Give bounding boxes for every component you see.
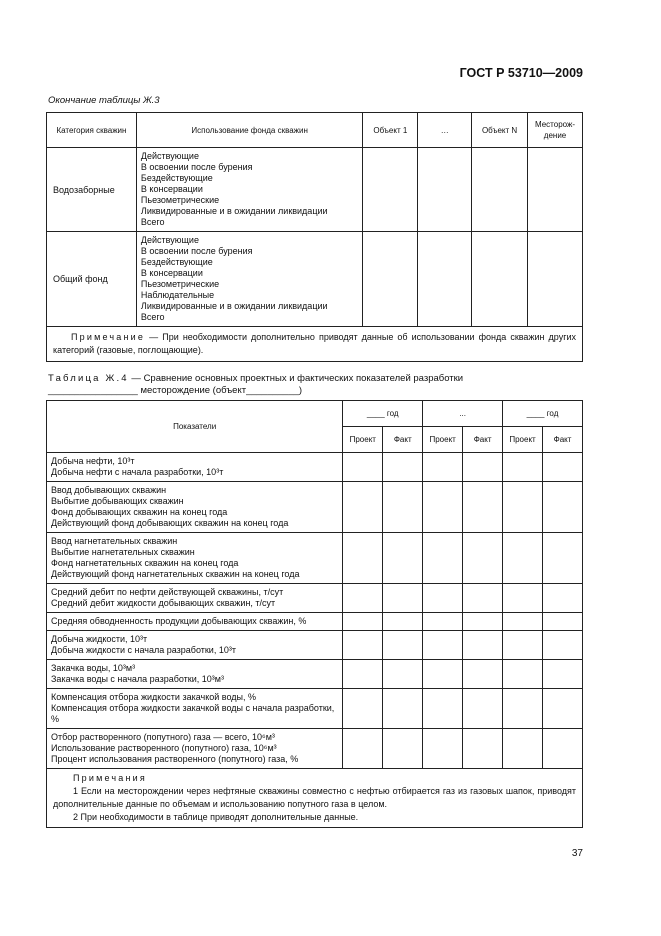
table4-row — [47, 729, 583, 769]
value-cell — [463, 660, 503, 689]
col-header-object-n: Объект N — [472, 113, 528, 148]
sub-header-fact: Факт — [543, 427, 583, 453]
value-cell — [503, 613, 543, 631]
well-category: Общий фонд — [47, 232, 137, 327]
indicator-cell — [47, 631, 343, 660]
table4-subtitle: _________________ месторождение (объект__________) — [48, 385, 303, 396]
value-cell — [383, 660, 423, 689]
indicator-cell — [47, 660, 343, 689]
indicator-line: Средний дебит жидкости добывающих скважин, т/сут — [51, 598, 276, 608]
value-cell — [463, 482, 503, 533]
col-header-field: Месторож-дение — [528, 113, 583, 148]
usage-item: Пьезометрические — [140, 279, 220, 289]
usage-item: Всего — [140, 217, 165, 227]
table4-row — [47, 689, 583, 729]
indicator-cell — [47, 613, 343, 631]
indicator-line: Фонд добывающих скважин на конец года — [51, 507, 228, 517]
value-cell — [472, 148, 528, 232]
indicator-line: Выбытие нагнетательных скважин — [51, 547, 195, 557]
value-cell — [343, 482, 383, 533]
table4-caption — [48, 373, 463, 397]
indicator-line: Действующий фонд добывающих скважин на конец года — [51, 518, 289, 528]
value-cell — [343, 613, 383, 631]
table4-label: Таблица Ж.4 — [48, 373, 129, 384]
value-cell — [543, 729, 583, 769]
value-cell — [463, 613, 503, 631]
value-cell — [418, 148, 472, 232]
value-cell — [423, 482, 463, 533]
col-header-year-1: ____ год — [343, 401, 423, 427]
note-label: Примечание — [71, 332, 146, 342]
sub-header-plan: Проект — [343, 427, 383, 453]
indicator-line: Добыча жидкости с начала разработки, 10³т — [51, 645, 236, 655]
indicator-cell — [47, 689, 343, 729]
indicator-line: Ввод добывающих скважин — [51, 485, 167, 495]
value-cell — [463, 631, 503, 660]
value-cell — [383, 482, 423, 533]
value-cell — [343, 533, 383, 584]
value-cell — [503, 729, 543, 769]
value-cell — [383, 584, 423, 613]
indicator-line: Ввод нагнетательных скважин — [51, 536, 178, 546]
indicator-line: Компенсация отбора жидкости закачкой воды, % — [51, 692, 256, 702]
value-cell — [528, 148, 583, 232]
indicator-cell — [47, 482, 343, 533]
sub-header-plan: Проект — [423, 427, 463, 453]
col-header-year-last: ____ год — [503, 401, 583, 427]
table-zh3 — [46, 112, 583, 362]
usage-item: Наблюдательные — [140, 290, 215, 300]
value-cell — [423, 453, 463, 482]
table3-caption: Окончание таблицы Ж.3 — [48, 95, 160, 106]
value-cell — [503, 660, 543, 689]
value-cell — [543, 482, 583, 533]
indicator-cell — [47, 729, 343, 769]
value-cell — [383, 613, 423, 631]
usage-item: В консервации — [140, 184, 203, 194]
indicator-line: Компенсация отбора жидкости закачкой воды с начала разработки, % — [51, 703, 335, 724]
value-cell — [343, 689, 383, 729]
col-header-ellipsis: … — [418, 113, 472, 148]
usage-item: Ликвидированные и в ожидании ликвидации — [140, 206, 328, 216]
usage-item: В освоении после бурения — [140, 162, 253, 172]
value-cell — [423, 729, 463, 769]
note-text: — При необходимости дополнительно приводят данные об использовании фонда скважин других категорий (газовые, поглощающие). — [53, 332, 576, 355]
usage-item: Действующие — [140, 151, 199, 161]
value-cell — [363, 148, 418, 232]
value-cell — [503, 631, 543, 660]
value-cell — [383, 729, 423, 769]
note-2: 2 При необходимости в таблице приводят дополнительные данные. — [73, 812, 359, 822]
value-cell — [343, 453, 383, 482]
value-cell — [543, 689, 583, 729]
sub-header-fact: Факт — [463, 427, 503, 453]
value-cell — [543, 453, 583, 482]
indicator-cell — [47, 453, 343, 482]
value-cell — [423, 533, 463, 584]
value-cell — [418, 232, 472, 327]
usage-list — [136, 232, 362, 327]
usage-item: Пьезометрические — [140, 195, 220, 205]
table4-notes — [47, 769, 583, 828]
value-cell — [543, 613, 583, 631]
value-cell — [423, 660, 463, 689]
indicator-cell — [47, 533, 343, 584]
value-cell — [543, 533, 583, 584]
col-header-usage: Использование фонда скважин — [136, 113, 362, 148]
usage-item: Всего — [140, 312, 165, 322]
indicator-line: Добыча нефти, 10³т — [51, 456, 135, 466]
value-cell — [463, 584, 503, 613]
table3-note — [47, 327, 583, 362]
value-cell — [503, 453, 543, 482]
indicator-line: Выбытие добывающих скважин — [51, 496, 184, 506]
sub-header-fact: Факт — [383, 427, 423, 453]
table4-title: — Сравнение основных проектных и фактических показателей разработки — [128, 373, 464, 384]
table3-row — [47, 232, 583, 327]
well-category: Водозаборные — [47, 148, 137, 232]
usage-item: Бездействующие — [140, 173, 213, 183]
col-header-year-ellipsis: ... — [423, 401, 503, 427]
value-cell — [363, 232, 418, 327]
indicator-cell — [47, 584, 343, 613]
indicator-line: Закачка воды, 10³м³ — [51, 663, 136, 673]
value-cell — [472, 232, 528, 327]
table4-row — [47, 613, 583, 631]
value-cell — [543, 631, 583, 660]
indicator-line: Закачка воды с начала разработки, 10³м³ — [51, 674, 224, 684]
value-cell — [543, 660, 583, 689]
table4-row — [47, 482, 583, 533]
col-header-object-1: Объект 1 — [363, 113, 418, 148]
value-cell — [423, 584, 463, 613]
value-cell — [463, 453, 503, 482]
value-cell — [423, 613, 463, 631]
indicator-line: Средний дебит по нефти действующей скважины, т/сут — [51, 587, 284, 597]
table3-row — [47, 148, 583, 232]
usage-item: Действующие — [140, 235, 199, 245]
value-cell — [343, 729, 383, 769]
usage-item: В консервации — [140, 268, 203, 278]
value-cell — [543, 584, 583, 613]
note-1: 1 Если на месторождении через нефтяные скважины совместно с нефтью отбирается газ из газовых шапок, приводят дополнительные данные по объемам и использованию попутного газа в целом. — [53, 786, 576, 809]
value-cell — [383, 453, 423, 482]
table-zh4 — [46, 400, 583, 828]
indicator-line: Добыча жидкости, 10³т — [51, 634, 148, 644]
table4-row — [47, 453, 583, 482]
table4-row — [47, 631, 583, 660]
value-cell — [343, 660, 383, 689]
usage-item: Ликвидированные и в ожидании ликвидации — [140, 301, 328, 311]
value-cell — [528, 232, 583, 327]
page-number: 37 — [571, 848, 583, 859]
usage-list — [136, 148, 362, 232]
col-header-category: Категория скважин — [47, 113, 137, 148]
indicator-line: Добыча нефти с начала разработки, 10³т — [51, 467, 224, 477]
value-cell — [383, 533, 423, 584]
indicator-line: Средняя обводненность продукции добывающих скважин, % — [51, 616, 307, 626]
value-cell — [343, 584, 383, 613]
value-cell — [503, 689, 543, 729]
value-cell — [383, 689, 423, 729]
usage-item: Бездействующие — [140, 257, 213, 267]
sub-header-plan: Проект — [503, 427, 543, 453]
value-cell — [463, 729, 503, 769]
value-cell — [343, 631, 383, 660]
value-cell — [503, 482, 543, 533]
value-cell — [423, 631, 463, 660]
value-cell — [423, 689, 463, 729]
indicator-line: Действующий фонд нагнетательных скважин на конец года — [51, 569, 300, 579]
value-cell — [503, 584, 543, 613]
table4-row — [47, 660, 583, 689]
usage-item: В освоении после бурения — [140, 246, 253, 256]
indicator-line: Фонд нагнетательных скважин на конец года — [51, 558, 239, 568]
value-cell — [463, 533, 503, 584]
indicator-line: Процент использования растворенного (попутного) газа, % — [51, 754, 299, 764]
value-cell — [463, 689, 503, 729]
notes-label: Примечания — [73, 773, 147, 783]
standard-number: ГОСТ Р 53710—2009 — [459, 66, 583, 80]
col-header-indicators: Показатели — [47, 401, 343, 453]
indicator-line: Использование растворенного (попутного) газа, 10⁶м³ — [51, 743, 277, 753]
table4-row — [47, 533, 583, 584]
indicator-line: Отбор растворенного (попутного) газа — всего, 10⁶м³ — [51, 732, 275, 742]
value-cell — [383, 631, 423, 660]
value-cell — [503, 533, 543, 584]
table4-row — [47, 584, 583, 613]
